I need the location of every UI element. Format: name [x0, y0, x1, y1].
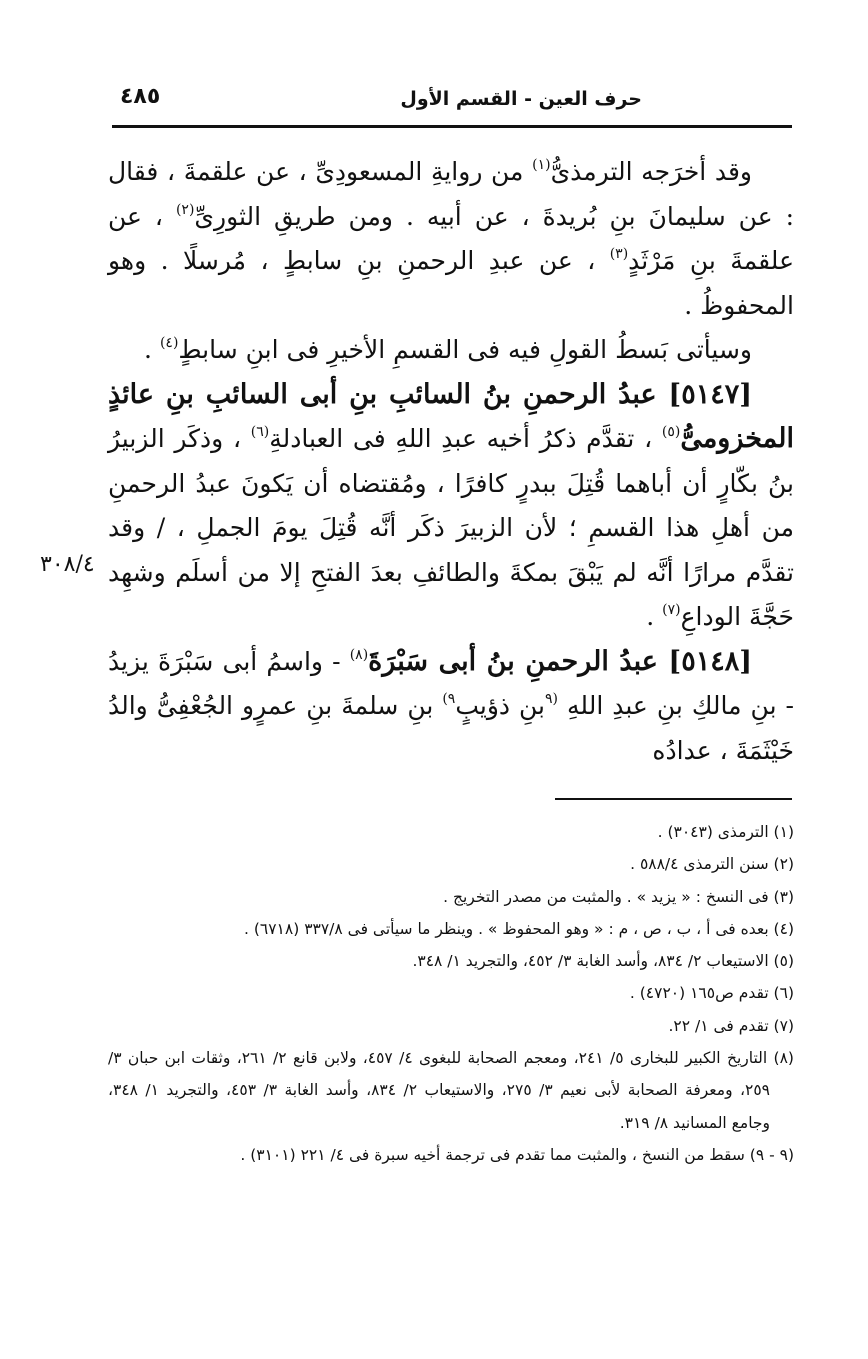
paragraph-1 [108, 150, 794, 328]
footnote-ref-3: (٣) [609, 246, 629, 262]
footnote-ref-1: (١) [532, 157, 551, 173]
footnote-6: (٦) تقدم ص١٦٥ (٤٧٢٠) . [629, 984, 794, 1003]
text-span: بنِ سلمةَ بنِ عمرٍو الجُعْفِىُّ والدُ خَيْثَمَةَ ، عدادُه [108, 691, 794, 765]
text-span: ، عن عبدِ الرحمنِ بنِ سابطٍ ، مُرسلًا . وهو المحفوظُ . [108, 246, 794, 320]
footnotes [108, 816, 794, 1171]
text-span: . [646, 602, 663, 631]
text-span: وسيأتى بَسطُ القولِ فيه فى القسمِ الأخيرِ فى ابنِ سابطٍ [178, 335, 752, 364]
footnote-ref-5: (٥) [661, 424, 681, 440]
text-span: ، تقدَّم ذكرُ أخيه عبدِ اللهِ فى العبادلةِ [269, 424, 662, 453]
entry-5147 [108, 373, 794, 640]
footnote-5: (٥) الاستيعاب ٢/ ٨٣٤، وأسد الغابة ٣/ ٤٥٢، والتجريد ١/ ٣٤٨. [412, 952, 794, 971]
footnote-separator [555, 798, 792, 800]
footnote-ref-7: (٧) [662, 602, 681, 618]
text-span: بنِ ذؤيبٍ [455, 691, 546, 720]
page-number: ٤٨٥ [120, 84, 161, 109]
running-title: حرف العين - القسم الأول [400, 88, 642, 110]
footnote-3: (٣) فى النسخ : « يزيد » . والمثبت من مصدر التخريج . [443, 887, 794, 906]
footnote-4: (٤) بعده فى أ ، ب ، ص ، م : « وهو المحفوظ » . وينظر ما سيأتى فى ٣٣٧/٨ (٦٧١٨) . [243, 919, 794, 938]
text-span: ، وذكَر الزبيرُ بنُ بكّارٍ أن أباهما قُتِلَ ببدرٍ كافرًا ، ومُقتضاه أن يَكونَ عبدُ الرحمنِ من أهلِ هذا القسمِ ؛ لأن الزبيرَ ذكَر أنَّه قُتِلَ يومَ الجملِ ، / وقد تقدَّم مرارًا أنَّه لم يَبْقَ بمكةَ والطائفِ بعدَ الفتحِ إلا من أسلَم وشهِد حَجَّةَ الوداعِ [108, 424, 794, 631]
entry-5148 [108, 640, 794, 774]
footnote-2: (٢) سنن الترمذى ٥٨٨/٤ . [630, 855, 794, 874]
footnote-ref-2: (٢) [175, 201, 195, 218]
page-header [112, 82, 792, 122]
footnote-1: (١) الترمذى (٣٠٤٣) . [657, 823, 794, 841]
footnote-7: (٧) تقدم فى ١/ ٢٢. [668, 1016, 794, 1035]
text-span: من روايةِ المسعودِىِّ ، عن علقمةَ ، فقال : عن سليمانَ بنِ بُريدةَ ، عن أبيه . ومن طريقِ الثورِىِّ [108, 157, 794, 231]
footnote-ref-9-close: ٩) [442, 691, 456, 707]
paragraph-2 [108, 328, 794, 373]
text-span: . [144, 335, 160, 364]
footnote-ref-6: (٦) [250, 424, 270, 440]
footnote-8: (٨) التاريخ الكبير للبخارى ٥/ ٢٤١، ومعجم الصحابة للبغوى ٤/ ٤٥٧، ولابن قانع ٢/ ٢٦١، وثقات ابن حبان ٣/ ٢٥٩، ومعرفة الصحابة لأبى نعيم ٣/ ٢٧٥، والاستيعاب ٢/ ٨٣٤، وأسد الغابة ٣/ ٤٥٣، والتجريد ١/ ٣٤٨، وجامع المسانيد ٨/ ٣١٩. [108, 1049, 794, 1132]
text-span: ، عن علقمةَ بنِ مَرْثَدٍ [108, 201, 794, 275]
footnote-9: (٩ - ٩) سقط من النسخ ، والمثبت مما تقدم فى ترجمة أخيه سبرة فى ٤/ ٢٢١ (٣١٠١) . [240, 1145, 794, 1164]
text-span: وقد أخرَجه الترمذىُّ [550, 157, 753, 186]
text-span: - واسمُ أبى سَبْرَةَ يزيدُ - بنِ مالكِ بنِ عبدِ اللهِ [108, 646, 794, 720]
entry-heading: [٥١٤٨] عبدُ الرحمنِ بنُ أبى سَبْرَةَ [368, 645, 752, 677]
footnote-ref-4: (٤) [159, 335, 179, 351]
header-rule [112, 125, 792, 128]
footnote-ref-9-open: (٩ [545, 691, 559, 707]
main-text [108, 150, 794, 773]
margin-volume-page-ref: ٣٠٨/٤ [40, 552, 95, 577]
footnote-ref-8: (٨) [349, 646, 369, 663]
entry-heading: [٥١٤٧] عبدُ الرحمنِ بنُ السائبِ بنِ أبى السائبِ بنِ عائذٍ المخزومىُّ [108, 378, 795, 454]
